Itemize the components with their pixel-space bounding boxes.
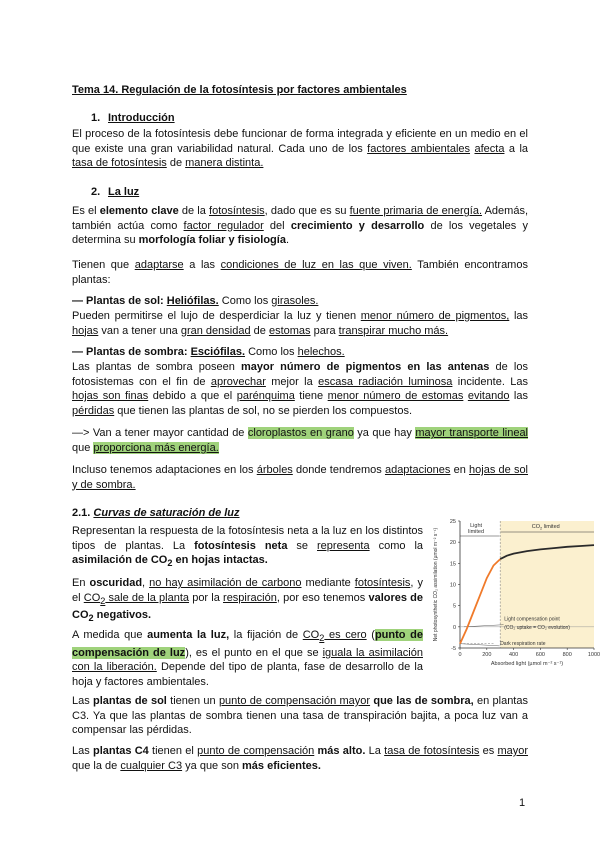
text: adaptarse (134, 259, 184, 271)
text: mejor la (265, 375, 319, 388)
text: iguala la asimilación con la liberación. (72, 646, 423, 674)
text: Es el (72, 205, 100, 217)
text: que tienen las plantas de sol, no se pierden los compuestos. (114, 404, 413, 417)
chloroplast-note (72, 426, 528, 455)
saturation-paragraph-5 (72, 744, 528, 773)
lcp-annotation: Light compensation point (504, 616, 560, 623)
subsection-number: 2.1. (72, 507, 91, 519)
text: no hay asimilación de carbono (149, 577, 302, 589)
x-tick-label: 1000 (587, 652, 600, 658)
text: que (72, 441, 94, 454)
text: Incluso tenemos adaptaciones en los (72, 464, 257, 476)
text: las (509, 310, 529, 322)
light-limited-label: Light (470, 523, 483, 529)
section-title: La luz (108, 186, 140, 198)
text: respiración (223, 591, 277, 604)
text: mayor número de pigmentos en las antenas (240, 361, 490, 373)
text: , por eso tenemos (276, 591, 369, 604)
text: Las (72, 695, 94, 707)
section-1-heading (91, 112, 175, 124)
text: fuente primaria de energía. (349, 205, 483, 217)
text: representa (317, 539, 370, 552)
text: donde tendremos (292, 464, 385, 476)
x-tick-label: 0 (458, 652, 462, 658)
text: cualquier C3 (120, 759, 183, 772)
text: — Plantas de sombra: (72, 346, 191, 358)
co2-text: limited (542, 524, 560, 530)
text: —> Van a tener mayor cantidad de (72, 427, 248, 439)
text: Las plantas de sombra poseen (72, 361, 241, 373)
text: de los fotosistemas con el fin de (72, 361, 528, 388)
subscript: 2 (319, 633, 325, 644)
subscript: 2 (88, 613, 94, 624)
x-tick-label: 400 (509, 652, 519, 658)
text: En (72, 577, 90, 589)
text: fotosíntesis (354, 577, 411, 589)
text: ( (366, 629, 375, 641)
y-tick-label: 25 (449, 519, 456, 525)
text: morfología foliar y fisiología (138, 234, 286, 247)
y-tick-label: -5 (451, 646, 456, 652)
text: en plantas C3. Ya que las plantas de sombra tienen una tasa de transpiración bajita, a poca luz van a compensar las pérdidas. (72, 695, 528, 737)
light-paragraph (72, 204, 528, 248)
x-tick-label: 200 (482, 652, 492, 658)
section-2-heading (91, 186, 139, 198)
saturation-paragraph-3 (72, 628, 423, 690)
x-tick-label: 800 (562, 652, 572, 658)
text: estomas (268, 324, 311, 337)
x-axis-label: Absorbed light (µmol m⁻² s⁻¹) (490, 661, 564, 667)
text: en hojas intactas. (172, 554, 268, 567)
saturation-paragraph-2 (72, 576, 423, 626)
text: oscuridad (89, 577, 143, 589)
text: condiciones de luz en las que viven. (220, 259, 412, 271)
text: gran densidad (180, 324, 251, 337)
text: , y el (72, 577, 423, 604)
text: punto de compensación mayor (218, 695, 371, 707)
text: negativos. (93, 609, 152, 622)
y-tick-label: 0 (452, 624, 456, 631)
text: También encontramos plantas: (72, 259, 528, 286)
text: hojas son finas (72, 390, 149, 403)
co2-limited-label (532, 524, 560, 531)
text: para (310, 324, 339, 337)
text: van a tener una (98, 324, 181, 337)
text: por la (189, 591, 224, 604)
text: factores ambientales (367, 142, 471, 155)
intro-paragraph (72, 127, 528, 171)
text: plantas de sol (93, 695, 167, 707)
text: parénquima (236, 390, 295, 403)
text: transpirar mucho más. (338, 324, 449, 337)
text: , (142, 577, 150, 589)
text: tasa de fotosíntesis (384, 745, 480, 757)
text: menor número de estomas (327, 390, 464, 403)
y-axis-label: Net photosynthetic CO₂ assimilation (µmol m⁻² s⁻¹) (433, 527, 439, 642)
light-response-chart (428, 515, 600, 677)
trees-paragraph (72, 463, 528, 492)
y-tick-label: 20 (449, 540, 456, 547)
text: Pueden permitirse el lujo de desperdiciar la luz y tienen (72, 310, 361, 322)
text: ), es el punto en el que se (185, 646, 323, 659)
y-tick-label: 10 (449, 582, 456, 589)
highlighted-text: cloroplastos en grano (247, 427, 354, 439)
text: de (166, 157, 186, 170)
text: de la (178, 205, 210, 217)
saturation-paragraph-1 (72, 524, 423, 571)
text: valores de CO (72, 591, 423, 622)
text: tiene (294, 390, 328, 403)
text: es (479, 745, 498, 757)
text: como la (369, 539, 424, 552)
text: helechos. (297, 346, 345, 358)
text: Tienen que (72, 259, 135, 271)
text: CO (83, 591, 101, 604)
text: manera distinta. (185, 157, 264, 170)
text: que las de sombra, (373, 695, 474, 707)
text: a la (504, 142, 529, 155)
text: fotosíntesis neta (194, 539, 288, 552)
section-title: Introducción (108, 112, 175, 124)
text: Esciófilas. (190, 346, 246, 358)
text: Como los (218, 295, 272, 307)
text: ya que hay (353, 427, 416, 439)
text: Como los (245, 346, 298, 358)
sun-plants-paragraph (72, 309, 528, 338)
text: hojas (72, 324, 99, 337)
subsection-title: Curvas de saturación de luz (93, 507, 240, 519)
text: crecimiento y desarrollo (290, 219, 425, 232)
section-number: 1. (91, 112, 101, 124)
highlighted-text: proporciona más energía. (93, 441, 219, 454)
text: ya que son (182, 759, 243, 772)
co2-text: CO (531, 524, 541, 530)
text: se (287, 539, 318, 552)
text: escasa radiación luminosa (318, 375, 453, 388)
text: las (509, 390, 528, 403)
text: en (450, 464, 470, 476)
text: del (263, 219, 291, 232)
text: aumenta la luz, (147, 629, 230, 641)
dark-pointer (461, 644, 499, 646)
text: , dado que es su (264, 205, 350, 217)
text: mediante (301, 577, 355, 589)
lcp-annotation: (CO₂ uptake = CO₂ evolution) (504, 624, 570, 631)
text: Representan la respuesta de la fotosíntesis neta a la luz en los distintos tipos de plantas. La (72, 525, 423, 552)
text: evitando (467, 390, 510, 403)
text: incidente. Las (452, 375, 528, 388)
text: más eficientes. (242, 759, 321, 772)
shade-plants-heading (72, 345, 528, 360)
text: Las (72, 745, 93, 757)
dark-respiration-annotation: Dark respiration rate (500, 641, 546, 648)
subscript: 2 (100, 595, 106, 606)
text: pérdidas (72, 404, 115, 417)
sun-plants-heading (72, 294, 528, 309)
text: es cero (324, 629, 367, 641)
text: asimilación de CO (72, 554, 168, 567)
highlighted-text: mayor transporte lineal (415, 427, 529, 439)
y-tick-label: 5 (452, 603, 456, 610)
lcp-pointer (464, 625, 504, 627)
text: girasoles. (271, 295, 319, 307)
co2-subscript: 2 (540, 525, 543, 531)
text: de los vegetales y determina su (72, 219, 528, 247)
text: a las (183, 259, 221, 271)
text: sale de la planta (105, 591, 190, 604)
text: — Plantas de sol: (72, 295, 167, 307)
text: hojas de sol y de sombra. (72, 464, 529, 491)
text: A medida que (72, 629, 148, 641)
text: mayor (497, 745, 529, 757)
text: debido a que el (148, 390, 237, 403)
light-limited-label: limited (468, 529, 485, 535)
text: plantas C4 (92, 745, 149, 757)
saturation-paragraph-4 (72, 694, 528, 738)
page-title: Tema 14. Regulación de la fotosíntesis por factores ambientales (72, 84, 407, 96)
highlighted-text: punto de compensación de luz (72, 629, 423, 659)
text: . (285, 234, 290, 247)
text: que la de (72, 759, 121, 772)
text: fotosíntesis (209, 205, 265, 217)
text: La (365, 745, 385, 757)
adaptation-paragraph (72, 258, 528, 287)
subscript: 2 (167, 558, 173, 569)
text: punto de compensación (197, 745, 315, 757)
text: El proceso de la fotosíntesis debe funcionar de forma integrada y eficiente en un medio en el que existe una gran variabilidad natural. Cada uno de los (72, 128, 528, 155)
text: elemento clave (99, 205, 179, 217)
section-number: 2. (91, 186, 101, 198)
text: factor regulador (183, 219, 264, 232)
page-number: 1 (519, 797, 526, 809)
text: tasa de fotosíntesis (72, 157, 167, 170)
text: menor número de pigmentos, (360, 310, 510, 322)
text: CO (302, 629, 320, 641)
y-tick-label: 15 (449, 561, 456, 568)
text: tienen un (166, 695, 219, 707)
text: Heliófilas. (166, 295, 219, 307)
text: Depende del tipo de planta, fase de desarrollo de la hoja y factores ambientales. (72, 661, 423, 688)
text: más alto. (317, 745, 366, 757)
text: de (250, 324, 269, 337)
text: árboles (256, 464, 293, 476)
text: tienen el (148, 745, 198, 757)
text: aprovechar (210, 375, 266, 388)
text: la fijación de (229, 629, 303, 641)
text: adaptaciones (384, 464, 451, 476)
text: Además, también actúa como (72, 205, 528, 232)
shade-plants-paragraph (72, 360, 528, 418)
x-tick-label: 600 (535, 652, 545, 658)
text: afecta (474, 142, 505, 155)
curve-light-limited (460, 559, 500, 644)
